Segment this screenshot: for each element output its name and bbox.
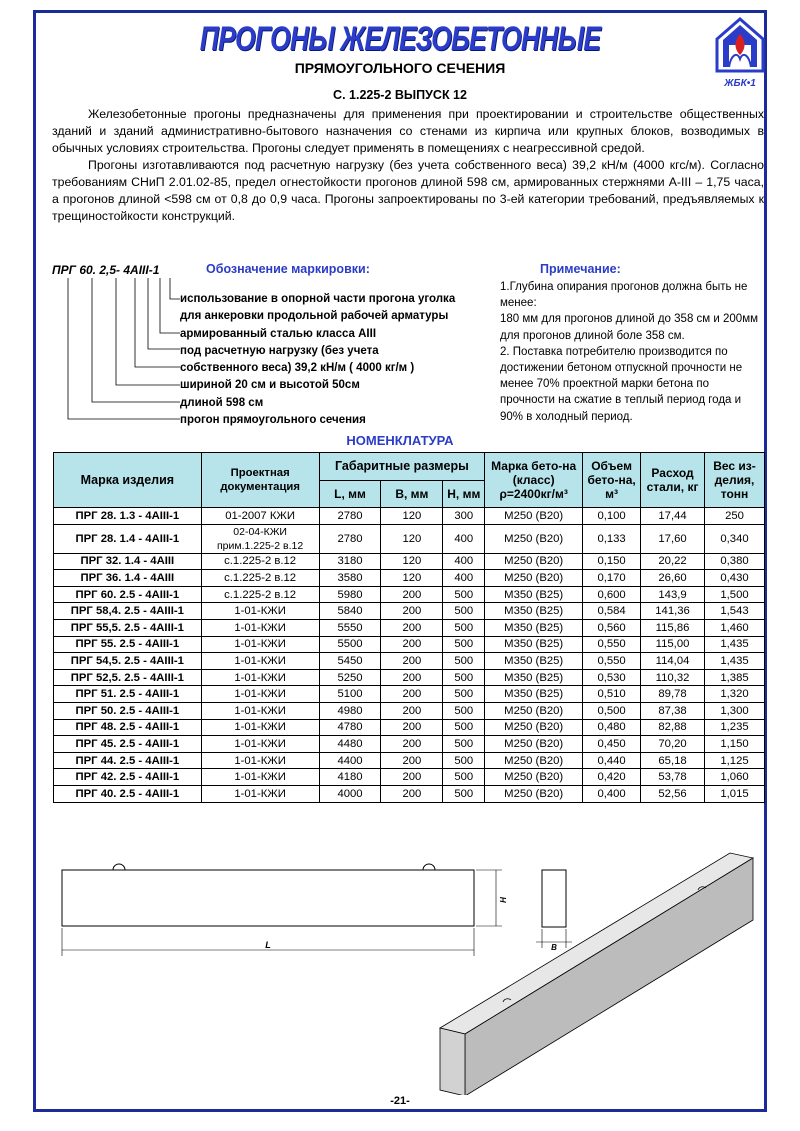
table-cell: 1,500 xyxy=(705,586,765,603)
table-cell: 5100 xyxy=(319,686,381,703)
table-row xyxy=(54,736,765,753)
table-cell: 1,150 xyxy=(705,736,765,753)
table-cell: 0,500 xyxy=(583,702,641,719)
table-cell: с.1.225-2 в.12 xyxy=(201,553,319,570)
table-cell: ПРГ 54,5. 2.5 - 4АIII-1 xyxy=(54,653,202,670)
table-cell: М250 (В20) xyxy=(485,508,583,525)
col-header-doc: Проектная документация xyxy=(201,453,319,508)
table-cell: 0,100 xyxy=(583,508,641,525)
table-cell: 115,00 xyxy=(641,636,705,653)
table-cell: 0,550 xyxy=(583,653,641,670)
table-cell: 3580 xyxy=(319,570,381,587)
table-cell: ПРГ 55. 2.5 - 4АIII-1 xyxy=(54,636,202,653)
table-cell: 5450 xyxy=(319,653,381,670)
prg-drawing xyxy=(40,850,765,1095)
table-cell: 87,38 xyxy=(641,702,705,719)
table-cell: 1-01-КЖИ xyxy=(201,603,319,620)
logo-text: ЖБК•1 xyxy=(724,78,756,89)
table-cell: 500 xyxy=(443,736,485,753)
table-cell: 1,125 xyxy=(705,752,765,769)
table-cell: М250 (В20) xyxy=(485,785,583,802)
table-cell: 2780 xyxy=(319,508,381,525)
table-cell: 0,440 xyxy=(583,752,641,769)
table-cell: 1,235 xyxy=(705,719,765,736)
table-cell: 5550 xyxy=(319,619,381,636)
table-row xyxy=(54,603,765,620)
table-row xyxy=(54,769,765,786)
label-L: L xyxy=(265,940,271,950)
table-cell: 1,385 xyxy=(705,669,765,686)
table-cell: 4980 xyxy=(319,702,381,719)
marking-item: под расчетную нагрузку (без учета xyxy=(180,344,379,357)
note-heading: Примечание: xyxy=(540,262,621,276)
table-row xyxy=(54,752,765,769)
table-cell: 0,430 xyxy=(705,570,765,587)
table-cell: 65,18 xyxy=(641,752,705,769)
marking-item: армированный сталью класса АIII xyxy=(180,327,377,340)
table-cell: 0,380 xyxy=(705,553,765,570)
table-cell: ПРГ 55,5. 2.5 - 4АIII-1 xyxy=(54,619,202,636)
table-cell: М250 (В20) xyxy=(485,702,583,719)
table-cell: с.1.225-2 в.12 xyxy=(201,570,319,587)
table-row xyxy=(54,619,765,636)
table-cell: 17,60 xyxy=(641,524,705,553)
table-cell: 5500 xyxy=(319,636,381,653)
table-cell: 53,78 xyxy=(641,769,705,786)
table-cell: с.1.225-2 в.12 xyxy=(201,586,319,603)
table-cell: 200 xyxy=(381,702,443,719)
table-cell: 200 xyxy=(381,669,443,686)
table-cell: М250 (В20) xyxy=(485,719,583,736)
table-cell: 1-01-КЖИ xyxy=(201,636,319,653)
table-cell: 1-01-КЖИ xyxy=(201,752,319,769)
marking-code: ПРГ 60. 2,5- 4АIII-1 xyxy=(52,263,160,277)
table-cell: М250 (В20) xyxy=(485,769,583,786)
table-cell: ПРГ 44. 2.5 - 4АIII-1 xyxy=(54,752,202,769)
table-cell: 1,435 xyxy=(705,653,765,670)
table-cell: 1-01-КЖИ xyxy=(201,702,319,719)
table-cell: 500 xyxy=(443,752,485,769)
nomenclature-rows xyxy=(54,508,765,803)
table-cell: 02-04-КЖИ прим.1.225-2 в.12 xyxy=(201,524,319,553)
table-cell: 0,150 xyxy=(583,553,641,570)
table-row xyxy=(54,702,765,719)
col-header-steel: Расход стали, кг xyxy=(641,453,705,508)
table-cell: 4180 xyxy=(319,769,381,786)
table-cell: 1,435 xyxy=(705,636,765,653)
table-cell: 500 xyxy=(443,636,485,653)
table-cell: М350 (В25) xyxy=(485,586,583,603)
table-cell: 0,170 xyxy=(583,570,641,587)
page-subtitle: ПРЯМОУГОЛЬНОГО СЕЧЕНИЯ xyxy=(294,60,506,76)
note-line: 180 мм для прогонов длиной до 358 см и 200мм для прогонов длиной боле 358 см. xyxy=(500,313,759,342)
table-cell: М350 (В25) xyxy=(485,636,583,653)
table-cell: 0,550 xyxy=(583,636,641,653)
col-header-volume: Объем бето-на, м³ xyxy=(583,453,641,508)
table-cell: 300 xyxy=(443,508,485,525)
table-cell: 120 xyxy=(381,570,443,587)
table-cell: 1,060 xyxy=(705,769,765,786)
table-cell: 0,600 xyxy=(583,586,641,603)
table-cell: 500 xyxy=(443,769,485,786)
table-cell: 26,60 xyxy=(641,570,705,587)
table-cell: 4400 xyxy=(319,752,381,769)
table-cell: 3180 xyxy=(319,553,381,570)
table-cell: 0,530 xyxy=(583,669,641,686)
table-cell: 500 xyxy=(443,669,485,686)
table-cell: 500 xyxy=(443,785,485,802)
marking-leader-lines xyxy=(60,276,185,426)
table-cell: 400 xyxy=(443,553,485,570)
table-cell: ПРГ 36. 1.4 - 4АIII xyxy=(54,570,202,587)
marking-item: прогон прямоугольного сечения xyxy=(180,414,366,427)
table-cell: 0,420 xyxy=(583,769,641,786)
table-cell: М250 (В20) xyxy=(485,736,583,753)
table-cell: 0,133 xyxy=(583,524,641,553)
table-cell: 1-01-КЖИ xyxy=(201,686,319,703)
table-cell: 200 xyxy=(381,785,443,802)
table-cell: 70,20 xyxy=(641,736,705,753)
marking-item: шириной 20 см и высотой 50см xyxy=(180,379,360,392)
table-row xyxy=(54,669,765,686)
table-cell: 0,400 xyxy=(583,785,641,802)
table-cell: 200 xyxy=(381,619,443,636)
nomenclature-heading: НОМЕНКЛАТУРА xyxy=(346,433,454,448)
col-header-L: L, мм xyxy=(319,480,381,508)
intro-text xyxy=(52,106,764,225)
table-cell: 2780 xyxy=(319,524,381,553)
marking-item: длиной 598 см xyxy=(180,396,264,409)
table-cell: 17,44 xyxy=(641,508,705,525)
table-cell: 5250 xyxy=(319,669,381,686)
page-title: ПРОГОНЫ ЖЕЛЕЗОБЕТОННЫЕ xyxy=(199,20,601,58)
note-body xyxy=(500,279,765,425)
table-cell: 200 xyxy=(381,769,443,786)
table-cell: 200 xyxy=(381,653,443,670)
table-cell: 200 xyxy=(381,736,443,753)
table-cell: 0,560 xyxy=(583,619,641,636)
table-cell: ПРГ 50. 2.5 - 4АIII-1 xyxy=(54,702,202,719)
intro-paragraph: Железобетонные прогоны предназначены для применения при проектировании и строительстве общественных зданий и зданий административно-бытового назначения со стенами из кирпича или крупных блоков, возводимых в обычных условиях строительства. Прогоны следует применять в помещениях с неагрессивной средой. xyxy=(52,107,764,155)
table-cell: 120 xyxy=(381,553,443,570)
col-header-weight: Вес из-делия, тонн xyxy=(705,453,765,508)
table-cell: 200 xyxy=(381,586,443,603)
table-cell: 5980 xyxy=(319,586,381,603)
table-cell: 250 xyxy=(705,508,765,525)
col-header-B: B, мм xyxy=(381,480,443,508)
table-cell: 0,480 xyxy=(583,719,641,736)
nomenclature-table xyxy=(53,452,765,803)
table-cell: ПРГ 60. 2.5 - 4АIII-1 xyxy=(54,586,202,603)
table-row xyxy=(54,653,765,670)
table-cell: М350 (В25) xyxy=(485,603,583,620)
table-cell: 200 xyxy=(381,603,443,620)
table-row xyxy=(54,586,765,603)
table-cell: 1-01-КЖИ xyxy=(201,769,319,786)
table-cell: 5840 xyxy=(319,603,381,620)
table-cell: 1,543 xyxy=(705,603,765,620)
table-cell: 1-01-КЖИ xyxy=(201,785,319,802)
table-cell: 200 xyxy=(381,752,443,769)
table-cell: 82,88 xyxy=(641,719,705,736)
table-cell: 0,450 xyxy=(583,736,641,753)
table-row xyxy=(54,636,765,653)
table-cell: 200 xyxy=(381,686,443,703)
table-cell: 1,015 xyxy=(705,785,765,802)
table-cell: 1-01-КЖИ xyxy=(201,619,319,636)
table-cell: 500 xyxy=(443,586,485,603)
table-row xyxy=(54,524,765,553)
table-cell: 500 xyxy=(443,619,485,636)
marking-item: собственного веса) 39,2 кН/м ( 4000 кг/м ) xyxy=(180,362,415,375)
table-cell: 0,584 xyxy=(583,603,641,620)
col-header-dims: Габаритные размеры xyxy=(319,453,485,481)
table-row xyxy=(54,686,765,703)
table-cell: 4480 xyxy=(319,736,381,753)
table-cell: 1-01-КЖИ xyxy=(201,653,319,670)
series-label: С. 1.225-2 ВЫПУСК 12 xyxy=(333,88,467,102)
table-cell: 120 xyxy=(381,508,443,525)
table-cell: ПРГ 28. 1.4 - 4АIII-1 xyxy=(54,524,202,553)
table-cell: М250 (В20) xyxy=(485,524,583,553)
label-H: H xyxy=(499,897,508,903)
table-cell: 20,22 xyxy=(641,553,705,570)
col-header-mark: Марка изделия xyxy=(54,453,202,508)
table-cell: М350 (В25) xyxy=(485,619,583,636)
table-cell: 400 xyxy=(443,570,485,587)
table-cell: 500 xyxy=(443,702,485,719)
table-cell: ПРГ 48. 2.5 - 4АIII-1 xyxy=(54,719,202,736)
table-cell: ПРГ 28. 1.3 - 4АIII-1 xyxy=(54,508,202,525)
note-line: 1.Глубина опирания прогонов должна быть не менее: xyxy=(500,281,748,310)
company-logo-icon xyxy=(715,17,765,73)
table-cell: 141,36 xyxy=(641,603,705,620)
table-cell: 1,460 xyxy=(705,619,765,636)
table-cell: 200 xyxy=(381,636,443,653)
table-cell: ПРГ 58,4. 2.5 - 4АIII-1 xyxy=(54,603,202,620)
page-number: -21- xyxy=(390,1095,410,1107)
table-cell: ПРГ 51. 2.5 - 4АIII-1 xyxy=(54,686,202,703)
table-cell: М250 (В20) xyxy=(485,570,583,587)
table-row xyxy=(54,785,765,802)
table-cell: ПРГ 42. 2.5 - 4АIII-1 xyxy=(54,769,202,786)
label-B: B xyxy=(551,943,557,952)
intro-paragraph: Прогоны изготавливаются под расчетную нагрузку (без учета собственного веса) 39,2 кН/м (4000 кгс/м). Согласно требованиям СНиП 2.01.02-85, предел огнестойкости прогонов длиной 598 см, армированных стержнями А-III – 1,75 часа, а прогонов длиной <598 см от 0,8 до 0,9 часа. Прогоны запроектированы по 3-ей категории требований, предъявляемых к трещиностойкости конструкций. xyxy=(52,158,764,223)
table-cell: 4000 xyxy=(319,785,381,802)
table-row xyxy=(54,508,765,525)
table-cell: 500 xyxy=(443,603,485,620)
table-cell: 143,9 xyxy=(641,586,705,603)
table-cell: 500 xyxy=(443,686,485,703)
table-cell: 500 xyxy=(443,719,485,736)
col-header-concrete: Марка бето-на (класс) ρ=2400кг/м³ xyxy=(485,453,583,508)
table-cell: 01-2007 КЖИ xyxy=(201,508,319,525)
table-cell: 1-01-КЖИ xyxy=(201,719,319,736)
table-cell: ПРГ 52,5. 2.5 - 4АIII-1 xyxy=(54,669,202,686)
table-cell: 1,300 xyxy=(705,702,765,719)
table-cell: М350 (В25) xyxy=(485,653,583,670)
table-cell: М250 (В20) xyxy=(485,752,583,769)
table-cell: М250 (В20) xyxy=(485,553,583,570)
table-cell: ПРГ 40. 2.5 - 4АIII-1 xyxy=(54,785,202,802)
table-cell: 200 xyxy=(381,719,443,736)
marking-heading: Обозначение маркировки: xyxy=(206,262,370,276)
table-cell: 1-01-КЖИ xyxy=(201,669,319,686)
marking-items xyxy=(180,291,455,429)
table-cell: 110,32 xyxy=(641,669,705,686)
table-cell: 1,320 xyxy=(705,686,765,703)
marking-item: использование в опорной части прогона уголка xyxy=(180,293,456,305)
table-cell: 0,340 xyxy=(705,524,765,553)
table-cell: 52,56 xyxy=(641,785,705,802)
table-cell: М350 (В25) xyxy=(485,686,583,703)
table-cell: 89,78 xyxy=(641,686,705,703)
table-cell: 120 xyxy=(381,524,443,553)
table-cell: ПРГ 45. 2.5 - 4АIII-1 xyxy=(54,736,202,753)
table-row xyxy=(54,570,765,587)
table-cell: 500 xyxy=(443,653,485,670)
table-cell: М350 (В25) xyxy=(485,669,583,686)
marking-item: для анкеровки продольной рабочей арматуры xyxy=(180,310,449,323)
table-row xyxy=(54,719,765,736)
table-cell: 1-01-КЖИ xyxy=(201,736,319,753)
table-row xyxy=(54,553,765,570)
note-line: 2. Поставка потребителю производится по достижении бетоном отпускной прочности не менее 70% проектной марки бетона по прочности на сжатие в теплый период года и 90% в холодный период. xyxy=(500,345,743,423)
table-cell: 400 xyxy=(443,524,485,553)
table-cell: 115,86 xyxy=(641,619,705,636)
table-cell: 4780 xyxy=(319,719,381,736)
table-cell: ПРГ 32. 1.4 - 4АIII xyxy=(54,553,202,570)
col-header-H: H, мм xyxy=(443,480,485,508)
table-cell: 0,510 xyxy=(583,686,641,703)
table-cell: 114,04 xyxy=(641,653,705,670)
